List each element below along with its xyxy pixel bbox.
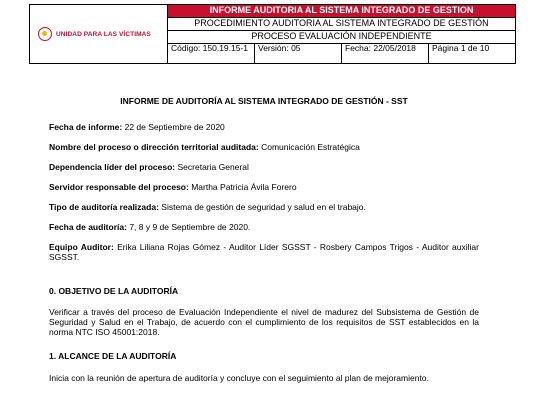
field-label: Fecha de auditoría: xyxy=(49,222,127,232)
field-label: Equipo Auditor: xyxy=(49,242,114,252)
field-audit-date xyxy=(49,222,479,232)
field-label: Dependencia líder del proceso: xyxy=(49,162,176,172)
logo xyxy=(30,27,167,41)
field-report-date xyxy=(49,122,479,132)
header-version: Versión: 05 xyxy=(255,43,342,63)
field-label: Tipo de auditoría realizada: xyxy=(49,202,159,212)
field-audit-type xyxy=(49,202,479,212)
field-value: 7, 8 y 9 de Septiembre de 2020. xyxy=(129,222,251,232)
field-value: Sistema de gestión de seguridad y salud en el trabajo. xyxy=(161,202,366,212)
field-lead-dependency xyxy=(49,162,479,172)
field-label: Servidor responsable del proceso: xyxy=(49,182,189,192)
field-label: Fecha de informe: xyxy=(49,122,123,132)
field-value: Erika Liliana Rojas Gómez - Auditor Líder SGSST - Rosbery Campos Trigos - Auditor auxiliar SGSST. xyxy=(49,242,479,262)
report-title: INFORME DE AUDITORÍA AL SISTEMA INTEGRADO DE GESTIÓN - SST xyxy=(120,96,408,106)
logo-text: UNIDAD PARA LAS VÍCTIMAS xyxy=(56,30,151,38)
document-header xyxy=(29,4,516,64)
document-body xyxy=(49,96,479,383)
section-objective-title: 0. OBJETIVO DE LA AUDITORÍA xyxy=(49,286,179,296)
header-page: Página 1 de 10 xyxy=(429,43,516,63)
header-title-process: PROCESO EVALUACIÓN INDEPENDIENTE xyxy=(168,30,516,43)
logo-cell xyxy=(30,5,168,64)
unidad-victimas-seal-icon xyxy=(38,27,52,41)
header-code: Código: 150.19.15-1 xyxy=(168,43,255,63)
header-title-procedure: PROCEDIMIENTO AUDITORIA AL SISTEMA INTEGRADO DE GESTIÓN xyxy=(168,17,516,30)
field-value: Secretaria General xyxy=(177,162,249,172)
field-responsible xyxy=(49,182,479,192)
section-scope-title: 1. ALCANCE DE LA AUDITORÍA xyxy=(49,351,177,361)
field-value: 22 de Septiembre de 2020 xyxy=(124,122,225,132)
field-audit-team xyxy=(49,242,479,262)
section-objective-text: Verificar a través del proceso de Evaluación Independiente el nivel de madurez del Subsistema de Gestión de Seguridad y Salud en el Trabajo, de acuerdo con el cumplimiento de los requisitos de SST establecidos en la norma NTC ISO 45001:2018. xyxy=(49,307,479,337)
field-value: Comunicación Estratégica xyxy=(261,142,360,152)
field-label: Nombre del proceso o dirección territorial auditada: xyxy=(49,142,259,152)
header-title-main: INFORME AUDITORIA AL SISTEMA INTEGRADO DE GESTION xyxy=(168,5,516,18)
section-scope-text: Inicia con la reunión de apertura de auditoría y concluye con el seguimiento al plan de mejoramiento. xyxy=(49,373,429,383)
header-date: Fecha: 22/05/2018 xyxy=(342,43,429,63)
field-value: Martha Patricia Ávila Forero xyxy=(191,182,297,192)
field-process-name xyxy=(49,142,479,152)
